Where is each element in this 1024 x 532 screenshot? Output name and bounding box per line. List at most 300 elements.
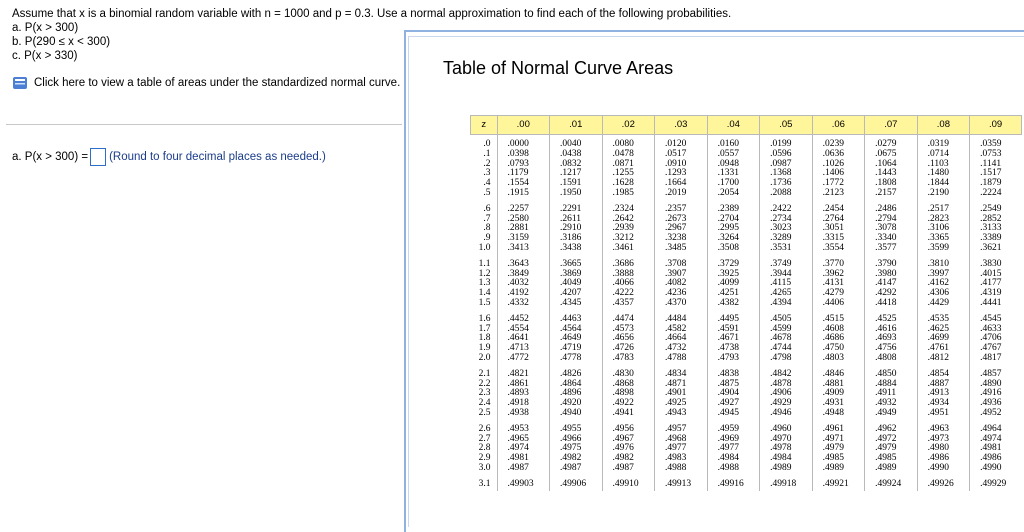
area-cell: [812, 200, 865, 255]
area-cell: [917, 310, 970, 365]
area-value: .4976: [612, 443, 634, 454]
area-cell: [602, 475, 655, 491]
area-value: .4871: [665, 378, 687, 389]
area-value: .1915: [507, 187, 529, 198]
area-value: .4738: [717, 343, 739, 354]
area-value: .2054: [717, 187, 739, 198]
area-value: .4049: [560, 278, 582, 289]
area-cell: [602, 135, 655, 200]
z-value: 1.3: [478, 278, 491, 289]
area-value: .4956: [612, 423, 634, 434]
area-value: .4406: [822, 297, 844, 308]
z-value: 1.9: [478, 343, 491, 354]
area-value: .3849: [507, 268, 529, 279]
area-value: .49921: [822, 478, 849, 489]
area-value: .1950: [560, 187, 582, 198]
area-cell: [865, 255, 918, 310]
z-value-cell: [471, 135, 498, 200]
z-value: 2.4: [478, 398, 491, 409]
area-value: .0557: [717, 148, 739, 159]
area-value: .4968: [665, 433, 687, 444]
area-value: .4418: [875, 297, 897, 308]
area-value: .4962: [875, 423, 897, 434]
area-value: .4495: [717, 313, 739, 324]
area-cell: [655, 310, 708, 365]
area-cell: [602, 420, 655, 475]
area-value: .4474: [612, 313, 634, 324]
table-header-cell: .00: [497, 116, 550, 135]
area-cell: [760, 255, 813, 310]
area-value: .1879: [980, 178, 1002, 189]
area-value: .2704: [717, 213, 739, 224]
area-value: .3508: [717, 242, 739, 253]
z-value: 1.8: [478, 333, 491, 344]
area-value: .4535: [927, 313, 949, 324]
table-header-row: [471, 116, 1022, 135]
area-value: .4989: [770, 462, 792, 473]
area-value: .0948: [717, 158, 739, 169]
answer-input[interactable]: [90, 148, 106, 166]
area-value: .4803: [822, 352, 844, 363]
area-value: .0000: [507, 139, 529, 149]
area-value: .4977: [665, 443, 687, 454]
area-value: .4989: [822, 462, 844, 473]
area-value: .4982: [612, 453, 634, 464]
table-header-cell: .05: [760, 116, 813, 135]
area-value: .1985: [612, 187, 634, 198]
area-value: .0080: [612, 139, 634, 149]
area-value: .4177: [980, 278, 1002, 289]
area-value: .4909: [822, 388, 844, 399]
area-cell: [707, 200, 760, 255]
area-value: .4306: [927, 288, 949, 299]
area-value: .2673: [665, 213, 687, 224]
area-value: .4957: [665, 423, 687, 434]
area-value: .4978: [770, 443, 792, 454]
z-value: 2.0: [478, 352, 491, 363]
area-value: .4938: [507, 407, 529, 418]
area-value: .0478: [612, 148, 634, 159]
area-value: .4251: [717, 288, 739, 299]
area-value: .4911: [875, 388, 897, 399]
area-value: .4955: [560, 423, 582, 434]
area-cell: [602, 255, 655, 310]
area-value: .4649: [560, 333, 582, 344]
area-value: .3621: [980, 242, 1002, 253]
area-value: .4927: [717, 398, 739, 409]
area-value: .4906: [770, 388, 792, 399]
z-value: .4: [483, 178, 491, 189]
area-cell: [865, 365, 918, 420]
area-value: .0714: [927, 148, 949, 159]
area-value: .3186: [560, 233, 582, 244]
area-value: .4793: [717, 352, 739, 363]
area-cell: [865, 135, 918, 200]
area-value: .4761: [927, 343, 949, 354]
area-value: .4979: [875, 443, 897, 454]
area-value: .2881: [507, 223, 529, 234]
area-value: .0753: [980, 148, 1002, 159]
area-value: .3997: [927, 268, 949, 279]
area-value: .3577: [875, 242, 897, 253]
area-value: .4945: [717, 407, 739, 418]
area-cell: [497, 310, 550, 365]
area-value: .4875: [717, 378, 739, 389]
book-icon: [12, 76, 28, 90]
area-cell: [497, 200, 550, 255]
area-value: .0596: [770, 148, 792, 159]
area-value: .4951: [927, 407, 949, 418]
area-cell: [655, 420, 708, 475]
z-value: .1: [483, 148, 491, 159]
area-value: .4984: [717, 453, 739, 464]
area-value: .3078: [875, 223, 897, 234]
area-value: .4830: [612, 368, 634, 379]
area-value: .1443: [875, 168, 897, 179]
area-value: .3729: [717, 258, 739, 269]
area-value: .4893: [507, 388, 529, 399]
area-value: .1517: [980, 168, 1002, 179]
area-cell: [812, 420, 865, 475]
area-value: .3365: [927, 233, 949, 244]
area-value: .4987: [560, 462, 582, 473]
area-cell: [760, 310, 813, 365]
area-value: .3238: [665, 233, 687, 244]
area-value: .4988: [717, 462, 739, 473]
area-value: .4864: [560, 378, 582, 389]
area-cell: [917, 135, 970, 200]
z-value: 2.7: [478, 433, 491, 444]
area-cell: [812, 475, 865, 491]
area-value: .4821: [507, 368, 529, 379]
area-value: .4986: [980, 453, 1002, 464]
area-value: .2995: [717, 223, 739, 234]
area-cell: [655, 475, 708, 491]
area-value: .1736: [770, 178, 792, 189]
table-header-cell: .02: [602, 116, 655, 135]
area-value: .4656: [612, 333, 634, 344]
area-value: .3830: [980, 258, 1002, 269]
area-value: .4981: [980, 443, 1002, 454]
area-value: .3159: [507, 233, 529, 244]
area-value: .4898: [612, 388, 634, 399]
table-header-cell: .04: [707, 116, 760, 135]
area-value: .4115: [770, 278, 792, 289]
area-cell: [707, 310, 760, 365]
area-value: .4633: [980, 323, 1002, 334]
area-value: .4974: [507, 443, 529, 454]
area-value: .4959: [717, 423, 739, 434]
area-value: .1808: [875, 178, 897, 189]
area-value: .1141: [980, 158, 1002, 169]
area-value: .4850: [875, 368, 897, 379]
area-value: .1480: [927, 168, 949, 179]
area-value: .2422: [770, 203, 792, 214]
area-value: .1064: [875, 158, 897, 169]
area-cell: [917, 365, 970, 420]
area-cell: [497, 420, 550, 475]
area-value: .4972: [875, 433, 897, 444]
area-cell: [760, 475, 813, 491]
area-value: .4965: [507, 433, 529, 444]
area-value: .2910: [560, 223, 582, 234]
area-value: .4265: [770, 288, 792, 299]
area-cell: [917, 475, 970, 491]
area-cell: [812, 310, 865, 365]
z-value-cell: [471, 420, 498, 475]
area-value: .4931: [822, 398, 844, 409]
area-value: .4943: [665, 407, 687, 418]
area-value: .3340: [875, 233, 897, 244]
view-table-link[interactable]: [12, 76, 400, 90]
area-value: .0910: [665, 158, 687, 169]
area-value: .49913: [665, 478, 692, 489]
area-value: .4946: [770, 407, 792, 418]
table-header-cell: z: [471, 116, 498, 135]
area-value: .2291: [560, 203, 582, 214]
area-value: .4916: [980, 388, 1002, 399]
z-value-cell: [471, 310, 498, 365]
table-header-cell: .06: [812, 116, 865, 135]
area-value: .1628: [612, 178, 634, 189]
area-value: .3708: [665, 258, 687, 269]
area-value: .4686: [822, 333, 844, 344]
z-value-cell: [471, 475, 498, 491]
area-value: .3289: [770, 233, 792, 244]
area-value: .4817: [980, 352, 1002, 363]
area-value: .4671: [717, 333, 739, 344]
area-cell: [760, 200, 813, 255]
z-value: 1.4: [478, 288, 491, 299]
area-value: .3212: [612, 233, 634, 244]
area-value: .4699: [927, 333, 949, 344]
area-value: .4778: [560, 352, 582, 363]
area-value: .1026: [822, 158, 844, 169]
z-value: 2.3: [478, 388, 491, 399]
question-part-b: b. P(290 ≤ x < 300): [12, 36, 111, 48]
area-value: .0040: [560, 139, 582, 149]
area-value: .4967: [612, 433, 634, 444]
z-value-cell: [471, 365, 498, 420]
area-value: .49926: [927, 478, 954, 489]
area-cell: [970, 365, 1022, 420]
area-value: .4750: [822, 343, 844, 354]
area-value: .1844: [927, 178, 949, 189]
area-value: .4292: [875, 288, 897, 299]
table-row-group: [471, 365, 1022, 420]
area-cell: [707, 255, 760, 310]
answer-note: (Round to four decimal places as needed.): [109, 151, 326, 163]
area-value: .4573: [612, 323, 634, 334]
area-cell: [550, 475, 603, 491]
area-value: .1591: [560, 178, 582, 189]
question-intro: Assume that x is a binomial random variable with n = 1000 and p = 0.3. Use a normal approximation to find each of the following probabilities.: [12, 8, 732, 20]
area-value: .4783: [612, 352, 634, 363]
area-value: .2324: [612, 203, 634, 214]
z-value: .7: [483, 213, 491, 224]
area-value: .4963: [927, 423, 949, 434]
area-value: .4319: [980, 288, 1002, 299]
area-value: .4981: [507, 453, 529, 464]
area-value: .3554: [822, 242, 844, 253]
area-value: .2549: [980, 203, 1002, 214]
area-value: .0398: [507, 148, 529, 159]
area-value: .2852: [980, 213, 1002, 224]
area-cell: [970, 475, 1022, 491]
area-cell: [497, 365, 550, 420]
area-value: .2486: [875, 203, 897, 214]
area-value: .4525: [875, 313, 897, 324]
view-table-link-text[interactable]: Click here to view a table of areas under the standardized normal curve.: [34, 77, 401, 89]
area-value: .0239: [822, 139, 844, 149]
area-value: .2019: [665, 187, 687, 198]
area-value: .4861: [507, 378, 529, 389]
area-value: .2190: [927, 187, 949, 198]
area-value: .4948: [822, 407, 844, 418]
divider: [6, 124, 402, 125]
area-value: .4884: [875, 378, 897, 389]
area-value: .4974: [980, 433, 1002, 444]
area-cell: [812, 255, 865, 310]
table-row-group: [471, 255, 1022, 310]
area-value: .4147: [875, 278, 897, 289]
z-value: .8: [483, 223, 491, 234]
area-value: .1368: [770, 168, 792, 179]
z-value: .0: [483, 139, 491, 149]
area-value: .4989: [875, 462, 897, 473]
area-value: .0832: [560, 158, 582, 169]
area-cell: [550, 310, 603, 365]
area-value: .4693: [875, 333, 897, 344]
area-cell: [707, 135, 760, 200]
area-value: .49910: [612, 478, 639, 489]
area-cell: [760, 365, 813, 420]
area-value: .4969: [717, 433, 739, 444]
area-value: .4983: [665, 453, 687, 464]
popup-title: Table of Normal Curve Areas: [443, 58, 674, 78]
area-value: .2157: [875, 187, 897, 198]
area-value: .4370: [665, 297, 687, 308]
area-value: .1406: [822, 168, 844, 179]
area-value: .49929: [980, 478, 1007, 489]
area-value: .4772: [507, 352, 529, 363]
area-cell: [760, 135, 813, 200]
area-value: .4463: [560, 313, 582, 324]
area-value: .4988: [665, 462, 687, 473]
table-row-group: [471, 135, 1022, 200]
area-cell: [497, 135, 550, 200]
area-value: .3790: [875, 258, 897, 269]
area-value: .4719: [560, 343, 582, 354]
area-value: .4984: [770, 453, 792, 464]
area-value: .3869: [560, 268, 582, 279]
area-value: .4429: [927, 297, 949, 308]
area-value: .4808: [875, 352, 897, 363]
area-value: .4982: [560, 453, 582, 464]
area-value: .4896: [560, 388, 582, 399]
area-value: .4922: [612, 398, 634, 409]
area-value: .4842: [770, 368, 792, 379]
area-cell: [970, 200, 1022, 255]
question-part-c: c. P(x > 330): [12, 50, 78, 62]
area-value: .4554: [507, 323, 529, 334]
area-value: .3133: [980, 223, 1002, 234]
area-cell: [602, 310, 655, 365]
area-value: .4515: [822, 313, 844, 324]
z-value: 1.7: [478, 323, 491, 334]
z-value-cell: [471, 200, 498, 255]
table-row-group: [471, 310, 1022, 365]
area-value: .4162: [927, 278, 949, 289]
area-value: .4484: [665, 313, 687, 324]
area-value: .3643: [507, 258, 529, 269]
area-value: .4953: [507, 423, 529, 434]
area-value: .2088: [770, 187, 792, 198]
area-cell: [812, 365, 865, 420]
area-value: .0120: [665, 139, 687, 149]
area-value: .1255: [612, 168, 634, 179]
area-value: .3944: [770, 268, 792, 279]
area-value: .4868: [612, 378, 634, 389]
area-value: .4713: [507, 343, 529, 354]
area-value: .1103: [927, 158, 949, 169]
area-value: .4625: [927, 323, 949, 334]
area-cell: [865, 420, 918, 475]
question-part-a: a. P(x > 300): [12, 22, 79, 34]
normal-curve-table: [470, 115, 1022, 491]
table-row-group: [471, 200, 1022, 255]
area-value: .2123: [822, 187, 844, 198]
area-cell: [707, 420, 760, 475]
area-value: .2967: [665, 223, 687, 234]
area-value: .3023: [770, 223, 792, 234]
area-cell: [970, 135, 1022, 200]
area-value: .3810: [927, 258, 949, 269]
area-value: .0438: [560, 148, 582, 159]
area-value: .3665: [560, 258, 582, 269]
area-value: .4744: [770, 343, 792, 354]
z-value: 2.9: [478, 453, 491, 464]
area-value: .4985: [875, 453, 897, 464]
area-cell: [970, 255, 1022, 310]
area-value: .4394: [770, 297, 792, 308]
area-value: .2611: [560, 213, 582, 224]
area-value: .4973: [927, 433, 949, 444]
area-value: .3599: [927, 242, 949, 253]
area-value: .4934: [927, 398, 949, 409]
area-value: .4706: [980, 333, 1002, 344]
area-value: .4279: [822, 288, 844, 299]
area-value: .3485: [665, 242, 687, 253]
area-value: .4441: [980, 297, 1002, 308]
area-value: .3413: [507, 242, 529, 253]
area-value: .4767: [980, 343, 1002, 354]
z-value: 2.1: [478, 368, 491, 379]
z-value: 1.5: [478, 297, 491, 308]
z-value: 1.0: [478, 242, 491, 253]
z-value: .6: [483, 203, 491, 214]
area-cell: [865, 310, 918, 365]
area-value: .4878: [770, 378, 792, 389]
area-value: .1664: [665, 178, 687, 189]
area-value: .4952: [980, 407, 1002, 418]
area-value: .4066: [612, 278, 634, 289]
area-cell: [707, 475, 760, 491]
area-value: .4964: [980, 423, 1002, 434]
area-value: .2389: [717, 203, 739, 214]
area-value: .2580: [507, 213, 529, 224]
area-value: .4986: [927, 453, 949, 464]
